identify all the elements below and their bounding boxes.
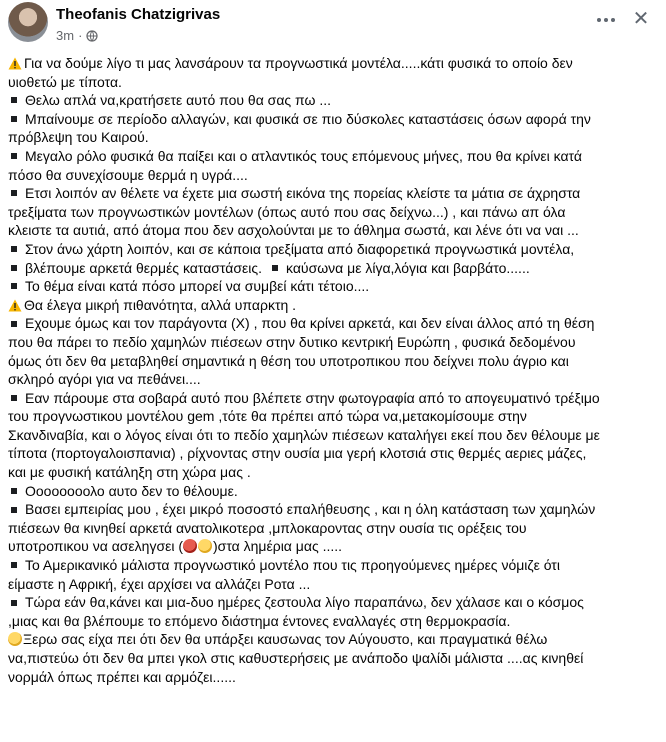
post-line: [8, 73, 660, 92]
post-line: [8, 370, 660, 389]
line-text: Ξερω σας είχα πει ότι δεν θα υπάρξει καυσωνας τον Αύγουστο, και πραγματικά θέλω: [23, 631, 548, 648]
line-text: Εχουμε όμως και τον παράγοντα (Χ) , που θα κρίνει αρκετά, και δεν είναι άλλος από τη θέση: [25, 315, 595, 332]
line-text: πιέσεων θα κινηθεί αρκετά ανατολικοτερα ,μπλοκαροντας στην ουσία τις ορέξεις του: [8, 519, 527, 536]
line-text: να,πιστεύω ότι δεν θα μπει γκολ στις καθυστερήσεις με ανάποδο ψαλίδι μάλιστα ....ας κινηθεί: [8, 650, 584, 666]
post-meta: 3m ·: [56, 28, 98, 43]
post-text: [8, 54, 660, 686]
bullet-square-icon: [11, 507, 17, 513]
line-text: σκληρό αγόρι για να πεθάνει....: [8, 371, 201, 388]
line-text: υιοθετώ με τίποτα.: [8, 73, 122, 90]
line-text: Εαν πάρουμε στα σοβαρά αυτό που βλέπετε στην φωτογραφία από το απογευματινό τρέξιμο: [25, 389, 600, 406]
line-text: είμαστε η Αφρική, έχει αρχίσει να αλλάζει Ροτα ...: [8, 575, 311, 592]
line-text: Το θέμα είναι κατά πόσο μπορεί να συμβεί κάτι τέτοιο....: [25, 278, 370, 295]
bullet-square-icon: [272, 265, 278, 271]
bullet-square-icon: [11, 153, 17, 159]
post-line: [8, 630, 660, 649]
post-line: [8, 110, 660, 129]
line-text: ,μιας και θα βλέπουμε το επόμενο διάστημα έντονες εναλλαγές στη θερμοκρασία.: [8, 612, 511, 629]
post-line: [8, 537, 660, 556]
line-text: Στον άνω χάρτη λοιπόν, και σε κάποια τρεξίματα από διαφορετικά προγνωστικά μοντέλα,: [25, 240, 575, 257]
angry-emoji-icon: [183, 539, 197, 553]
post-time[interactable]: 3m: [56, 28, 75, 43]
bullet-square-icon: [11, 562, 17, 568]
close-icon[interactable]: ✕: [632, 8, 650, 30]
post-line: [8, 500, 660, 519]
post-line: [8, 296, 660, 315]
line-text: καύσωνα με λίγα,λόγια και βαρβάτο......: [286, 259, 530, 276]
post-line: [8, 91, 660, 110]
line-text: Μεγαλο ρόλο φυσικά θα παίξει και ο ατλαντικός τους επόμενους μήνες, που θα κρίνει κατά: [25, 147, 582, 164]
post-line: [8, 444, 660, 463]
bullet-square-icon: [11, 321, 17, 327]
line-text: όμως ότι δεν θα μεταβληθεί σημαντικά η θέση του υποτροπικου που δείχνει πολυ άγριο και: [8, 352, 569, 369]
line-text: Βασει εμπειρίας μου , έχει μικρό ποσοστό επαλήθευσης , και η όλη κατάσταση των χαμηλών: [25, 501, 596, 518]
line-text: Θα έλεγα μικρή πιθανότητα, αλλά υπαρκτη .: [24, 296, 297, 313]
post-line: [8, 463, 660, 482]
warning-icon: [8, 57, 22, 70]
line-text: Το Αμερικανικό μάλιστα προγνωστικό μοντέλο που τις προηγούμενες ημέρες νόμιζε ότι: [25, 557, 560, 574]
line-text: πόσο θα συνεχίσουμε θερμά η υγρά....: [8, 166, 248, 183]
post-line: [8, 593, 660, 612]
post-line: [8, 221, 660, 240]
line-text: του προγνωστικου μοντέλου gem ,τότε θα πρέπει από τώρα να,μετακομίσουμε στην: [8, 408, 527, 425]
line-text: νορμάλ όπως πρέπει και αρμόζει......: [8, 668, 236, 685]
post-line: [8, 352, 660, 371]
post-line: [8, 147, 660, 166]
post-line: [8, 240, 660, 259]
post-line: [8, 54, 660, 73]
author-name[interactable]: Theofanis Chatzigrivas: [56, 6, 221, 23]
bullet-square-icon: [11, 190, 17, 196]
warning-icon: [8, 299, 22, 312]
post-line: [8, 128, 660, 147]
bullet-square-icon: [11, 97, 17, 103]
post-line: [8, 426, 660, 445]
post-line: [8, 482, 660, 501]
bullet-square-icon: [11, 265, 17, 271]
bullet-square-icon: [11, 488, 17, 494]
post-line: [8, 407, 660, 426]
post-line: [8, 649, 660, 668]
line-text: Για να δούμε λίγο τι μας λανσάρουν τα προγνωστικά μοντέλα.....κάτι φυσικά το οποίο δεν: [24, 55, 573, 71]
post-line: [8, 612, 660, 631]
post-line: [8, 184, 660, 203]
line-text: κλειστε τα αυτιά, από άτομα που δεν ασχολούνται με το άθλημα σωστά, και λένε ότι να ναι ...: [8, 222, 579, 239]
line-text: Ετσι λοιπόν αν θέλετε να έχετε μια σωστή εικόνα της πορείας κλείστε τα μάτια σε άχρηστα: [25, 185, 581, 202]
line-text: Τώρα εάν θα,κάνει και μια-δυο ημέρες ζεστουλα λίγο παραπάνω, δεν χάλασε και ο κόσμος: [25, 594, 584, 611]
post-line: [8, 575, 660, 594]
line-text: Μπαίνουμε σε περίοδο αλλαγών, και φυσικά σε πιο δύσκολες καταστάσεις όσων αφορά την: [25, 110, 591, 127]
line-text: Σκανδιναβία, και ο λόγος είναι ότι το πεδίο χαμηλών πιέσεων καταλήγει εκεί που δεν θέλουμε με: [8, 426, 600, 443]
line-text: πρόβλεψη του Καιρού.: [8, 129, 149, 146]
post-line: [8, 277, 660, 296]
post-line: [8, 203, 660, 222]
grimace-emoji-icon: [198, 539, 212, 553]
post-line: [8, 556, 660, 575]
post-header: [0, 0, 666, 56]
post-line: [8, 333, 660, 352]
avatar[interactable]: [8, 2, 48, 42]
grimace-emoji-icon: [8, 632, 22, 646]
post-line: [8, 389, 660, 408]
line-text: )στα λημέρια μας .....: [213, 538, 343, 555]
bullet-square-icon: [11, 246, 17, 252]
post-line: [8, 314, 660, 333]
line-text: βλέπουμε αρκετά θερμές καταστάσεις.: [25, 259, 262, 276]
more-options-icon[interactable]: [594, 10, 618, 30]
bullet-square-icon: [11, 395, 17, 401]
line-text: τίποτα (πορτογαλοισπανια) , ρίχνοντας στην ουσία μια γερή κλοτσιά στις θερμές αεριες μάζες,: [8, 445, 587, 462]
post-line: [8, 166, 660, 185]
post-line: [8, 259, 660, 278]
globe-icon: [86, 30, 98, 42]
line-text: και με φυσική κατάληξη στη χώρα μας .: [8, 464, 251, 481]
bullet-square-icon: [11, 116, 17, 122]
line-text: τρεξίματα των προγνωστικών μοντέλων (όπως αυτό που σας δείχνω...) , και πάνω απ όλα: [8, 203, 566, 220]
line-text: υποτροπικου να ασεληγσει (: [8, 538, 184, 555]
post-line: [8, 519, 660, 538]
post-line: [8, 668, 660, 687]
line-text: Θελω απλά να,κρατήσετε αυτό που θα σας πω ...: [25, 92, 332, 109]
bullet-square-icon: [11, 283, 17, 289]
line-text: Οοοοοοοολο αυτο δεν το θέλουμε.: [25, 482, 238, 499]
line-text: που θα πάρει το πεδίο χαμηλών πιέσεων στην δυτικο κεντρική Ευρώπη , φυσικά δεδομένου: [8, 333, 576, 350]
bullet-square-icon: [11, 600, 17, 606]
